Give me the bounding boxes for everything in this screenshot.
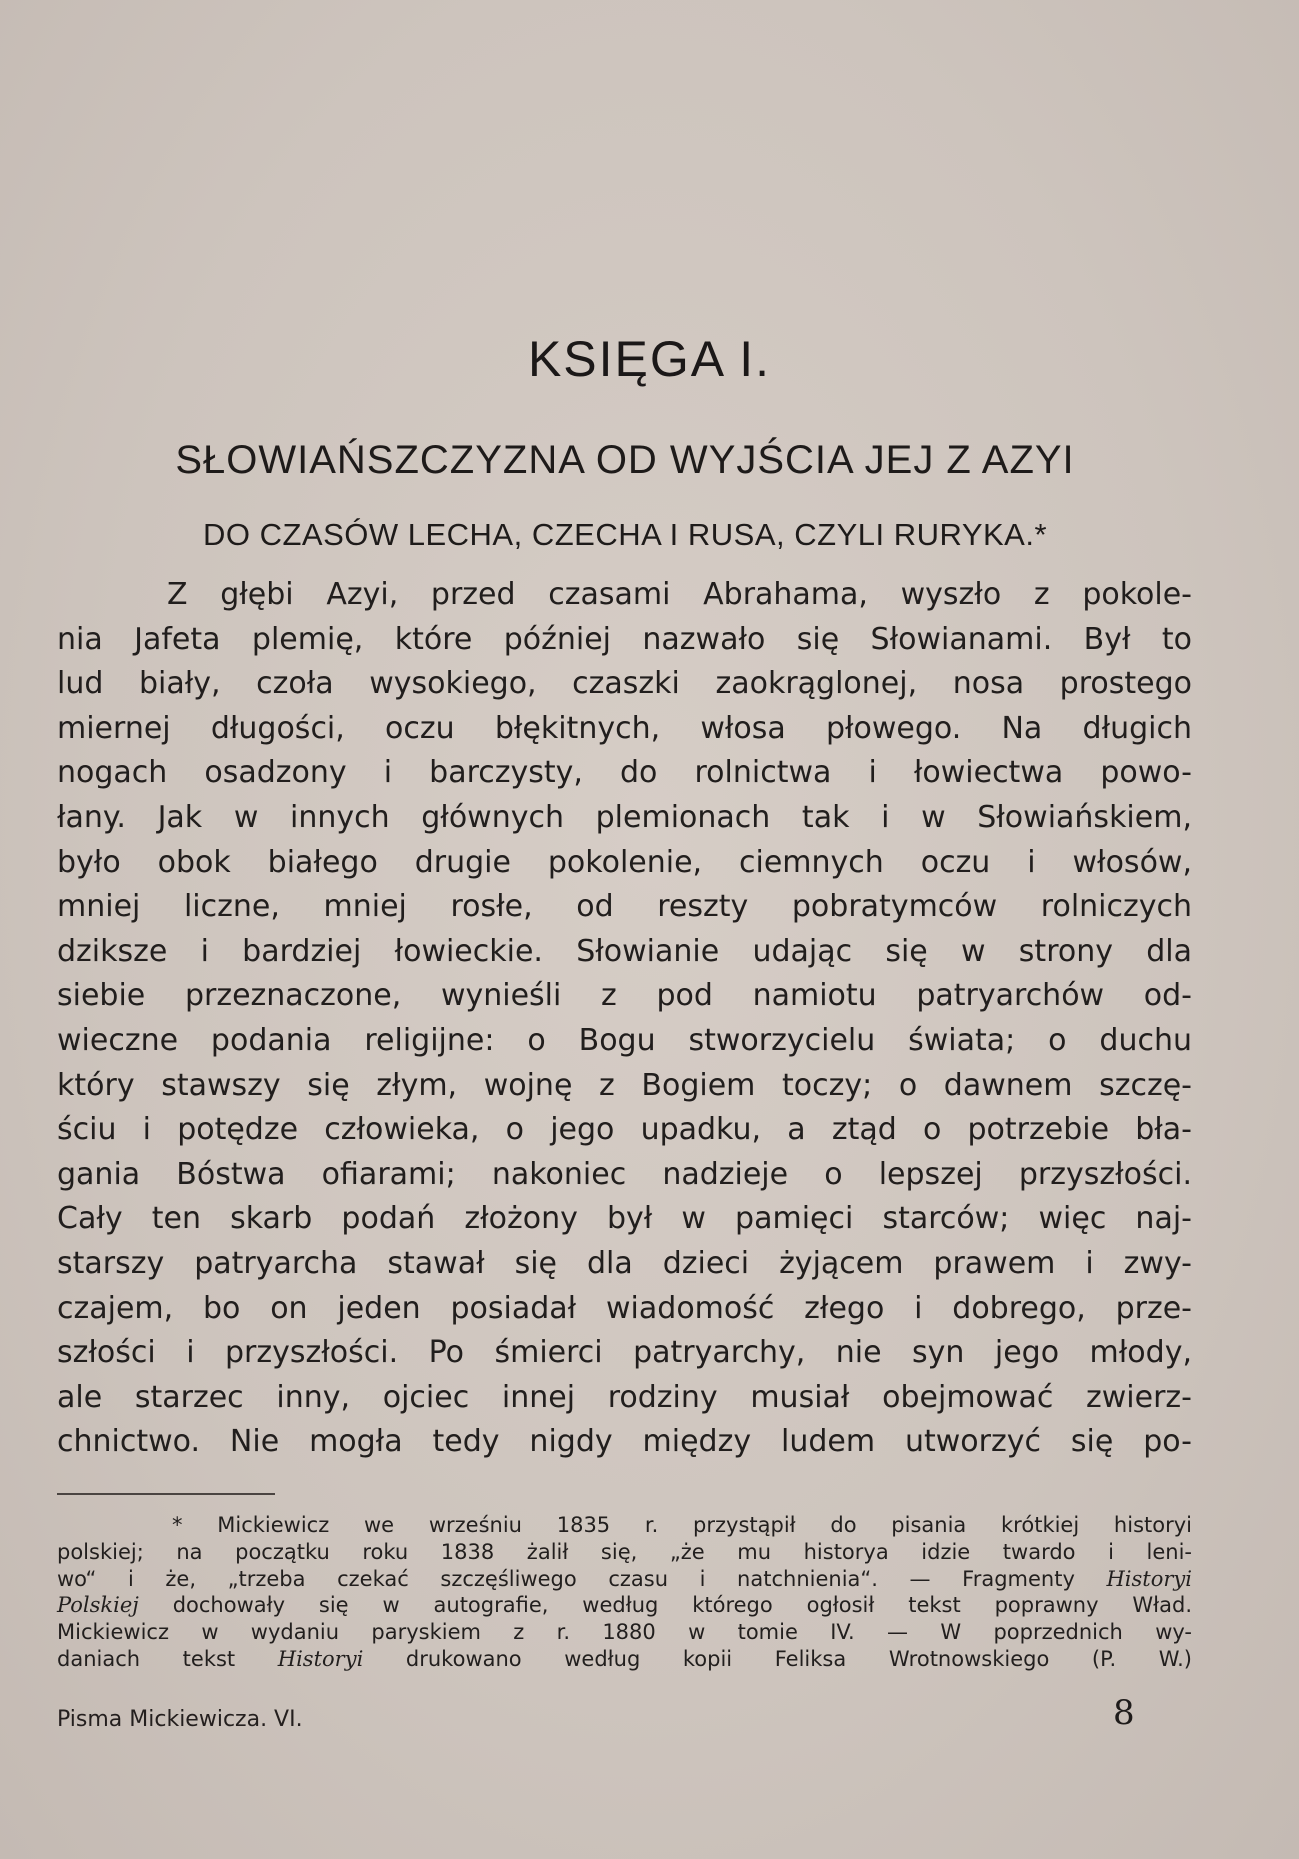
footnote-line	[57, 1566, 1192, 1593]
footnote-line	[57, 1592, 1192, 1619]
chapter-title-line-1: SŁOWIAŃSZCZYZNA OD WYJŚCIA JEJ Z AZYI	[175, 438, 1075, 482]
footnote-text: drukowano według kopii Feliksa Wrotnowskiego (P. W.)	[405, 1646, 1192, 1671]
page-number: 8	[1113, 1693, 1135, 1733]
body-line: Cały ten skarb podań złożony był w pamięci starców; więc naj-	[57, 1201, 1192, 1237]
chapter-title-line-2: DO CZASÓW LECHA, CZECHA I RUSA, CZYLI RURYKA.*	[202, 517, 1048, 552]
body-line: nia Jafeta plemię, które później nazwało się Słowianami. Był to	[57, 621, 1192, 657]
footnote-italic-title: Historyi	[1106, 1566, 1192, 1591]
body-line: mniej liczne, mniej rosłe, od reszty pobratymców rolniczych	[57, 889, 1192, 925]
printer-signature: Pisma Mickiewicza. VI.	[57, 1707, 303, 1732]
body-line: nogach osadzony i barczysty, do rolnictwa i łowiectwa powo-	[57, 755, 1192, 791]
body-line: chnictwo. Nie mogła tedy nigdy między ludem utworzyć się po-	[57, 1424, 1192, 1460]
footnote-italic-title: Historyi	[277, 1646, 364, 1671]
body-line: łany. Jak w innych głównych plemionach tak i w Słowiańskiem,	[57, 799, 1192, 835]
body-line: lud biały, czoła wysokiego, czaszki zaokrąglonej, nosa prostego	[57, 666, 1192, 702]
footnote-italic-title: Polskiej	[57, 1593, 139, 1618]
body-line: starszy patryarcha stawał się dla dzieci żyjącem prawem i zwy-	[57, 1245, 1192, 1281]
footnote-line: * Mickiewicz we wrześniu 1835 r. przystąpił do pisania krótkiej historyi	[172, 1513, 1192, 1537]
footnote-text: daniach tekst	[57, 1646, 236, 1671]
body-line: dziksze i bardziej łowieckie. Słowianie udając się w strony dla	[57, 933, 1192, 969]
body-line: gania Bóstwa ofiarami; nakoniec nadzieje o lepszej przyszłości.	[57, 1156, 1192, 1192]
body-line: ściu i potędze człowieka, o jego upadku, a ztąd o potrzebie bła-	[57, 1112, 1192, 1148]
body-line: ale starzec inny, ojciec innej rodziny musiał obejmować zwierz-	[57, 1379, 1192, 1415]
book-title: KSIĘGA I.	[527, 331, 772, 387]
body-paragraph	[57, 573, 1192, 1465]
body-line: siebie przeznaczone, wynieśli z pod namiotu patryarchów od-	[57, 978, 1192, 1014]
body-line: miernej długości, oczu błękitnych, włosa płowego. Na długich	[57, 710, 1192, 746]
body-line: szłości i przyszłości. Po śmierci patryarchy, nie syn jego młody,	[57, 1335, 1192, 1371]
footnote	[57, 1512, 1192, 1673]
body-line: wieczne podania religijne: o Bogu stworzycielu świata; o duchu	[57, 1022, 1192, 1058]
footnote-line	[57, 1646, 1192, 1673]
footnote-line: polskiej; na początku roku 1838 żalił się, „że mu historya idzie twardo i leni-	[57, 1539, 1192, 1564]
footnote-divider	[57, 1493, 275, 1495]
footnote-text: dochowały się w autografie, według którego ogłosił tekst poprawny Wład.	[172, 1593, 1192, 1618]
body-line: było obok białego drugie pokolenie, ciemnych oczu i włosów,	[57, 844, 1192, 880]
footnote-line: Mickiewicz w wydaniu paryskiem z r. 1880 w tomie IV. — W poprzednich wy-	[57, 1620, 1192, 1645]
body-line: czajem, bo on jeden posiadał wiadomość złego i dobrego, prze-	[57, 1290, 1192, 1326]
body-line: Z głębi Azyi, przed czasami Abrahama, wyszło z pokole-	[167, 577, 1192, 612]
footnote-text: wo“ i że, „trzeba czekać szczęśliwego czasu i natchnienia“. — Fragmenty	[57, 1566, 1075, 1591]
body-line: który stawszy się złym, wojnę z Bogiem toczy; o dawnem szczę-	[57, 1067, 1192, 1103]
